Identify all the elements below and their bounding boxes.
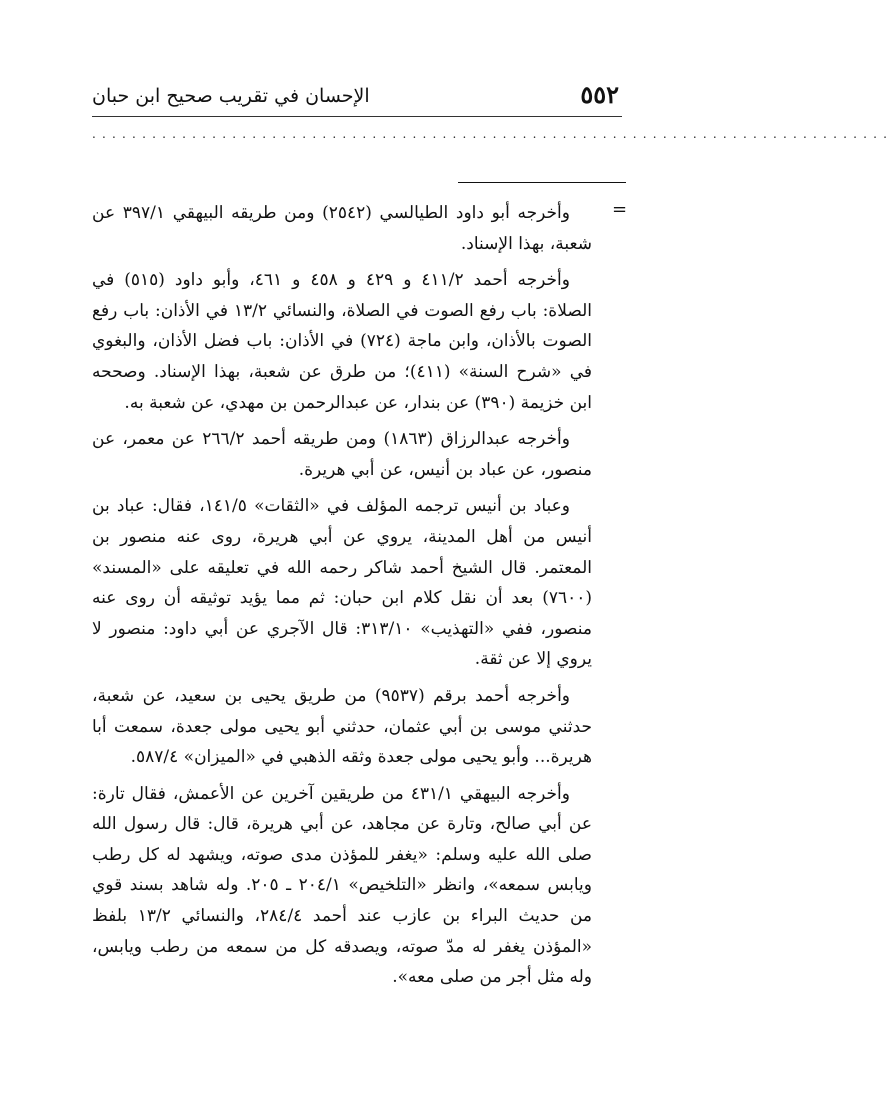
page-header bbox=[92, 80, 619, 114]
footnote-paragraph: وأخرجه أحمد برقم (٩٥٣٧) من طريق يحيى بن سعيد، عن شعبة، حدثني موسى بن أبي عثمان، حدثني أبو يحيى مولى جعدة، سمعت أبا هريرة... وأبو يحيى مولى جعدة وثقه الذهبي في «الميزان» ٥٨٧/٤. bbox=[92, 685, 592, 768]
footnote-rule bbox=[458, 182, 626, 183]
running-title: الإحسان في تقريب صحيح ابن حبان bbox=[92, 85, 370, 107]
footnote-paragraph: وأخرجه عبدالرزاق (١٨٦٣) ومن طريقه أحمد ٢٦٦/٢ عن معمر، عن منصور، عن عباد بن أنيس، عن أبي هريرة. bbox=[92, 429, 592, 480]
footnote-text bbox=[92, 198, 592, 999]
footnote-paragraph: وأخرجه البيهقي ٤٣١/١ من طريقين آخرين عن الأعمش، فقال تارة: عن أبي صالح، وتارة عن مجاهد، عن أبي هريرة، قال: قال رسول الله صلى الله عليه وسلم: «يغفر للمؤذن مدى صوته، ويشهد له كل رطب ويابس سمعه»، وانظر «التلخيص» ٢٠٤/١ ـ ٢٠٥. وله شاهد بسند قوي من حديث البراء بن عازب عند أحمد ٢٨٤/٤، والنسائي ١٣/٢ بلفظ «المؤذن يغفر له مدّ صوته، ويصدقه كل من سمعه من رطب ويابس، وله مثل أجر من صلى معه». bbox=[92, 783, 593, 988]
footnote-paragraph: وعباد بن أنيس ترجمه المؤلف في «الثقات» ١٤١/٥، فقال: عباد بن أنيس من أهل المدينة، يروي عن أبي هريرة، روى عنه منصور بن المعتمر. قال الشيخ أحمد شاكر رحمه الله في تعليقه على «المسند» (٧٦٠٠) بعد أن نقل كلام ابن حبان: ثم مما يؤيد توثيقه أن روى عنه منصور، ففي «التهذيب» ٣١٣/١٠: قال الآجري عن أبي داود: منصور لا يروي إلا عن ثقة. bbox=[92, 496, 593, 670]
footnote-paragraph: وأخرجه أحمد ٤١١/٢ و ٤٢٩ و ٤٥٨ و ٤٦١، وأبو داود (٥١٥) في الصلاة: باب رفع الصوت في الصلاة، والنسائي ١٣/٢ في الأذان: باب رفع الصوت بالأذان، وابن ماجة (٧٢٤) في الأذان: باب فضل الأذان، والبغوي في «شرح السنة» (٤١١)؛ من طرق عن شعبة، بهذا الإسناد. وصححه ابن خزيمة (٣٩٠) عن بندار، عن عبدالرحمن بن مهدي، عن شعبة به. bbox=[92, 270, 592, 413]
continuation-mark: = bbox=[612, 199, 628, 220]
page-number: ٥٥٢ bbox=[580, 80, 619, 109]
footnote-paragraph: وأخرجه أبو داود الطيالسي (٢٥٤٢) ومن طريقه البيهقي ٣٩٧/١ عن شعبة، بهذا الإسناد. bbox=[92, 203, 592, 254]
header-rule bbox=[92, 116, 622, 117]
dot-leader-divider: ................................................................................ bbox=[92, 127, 893, 141]
